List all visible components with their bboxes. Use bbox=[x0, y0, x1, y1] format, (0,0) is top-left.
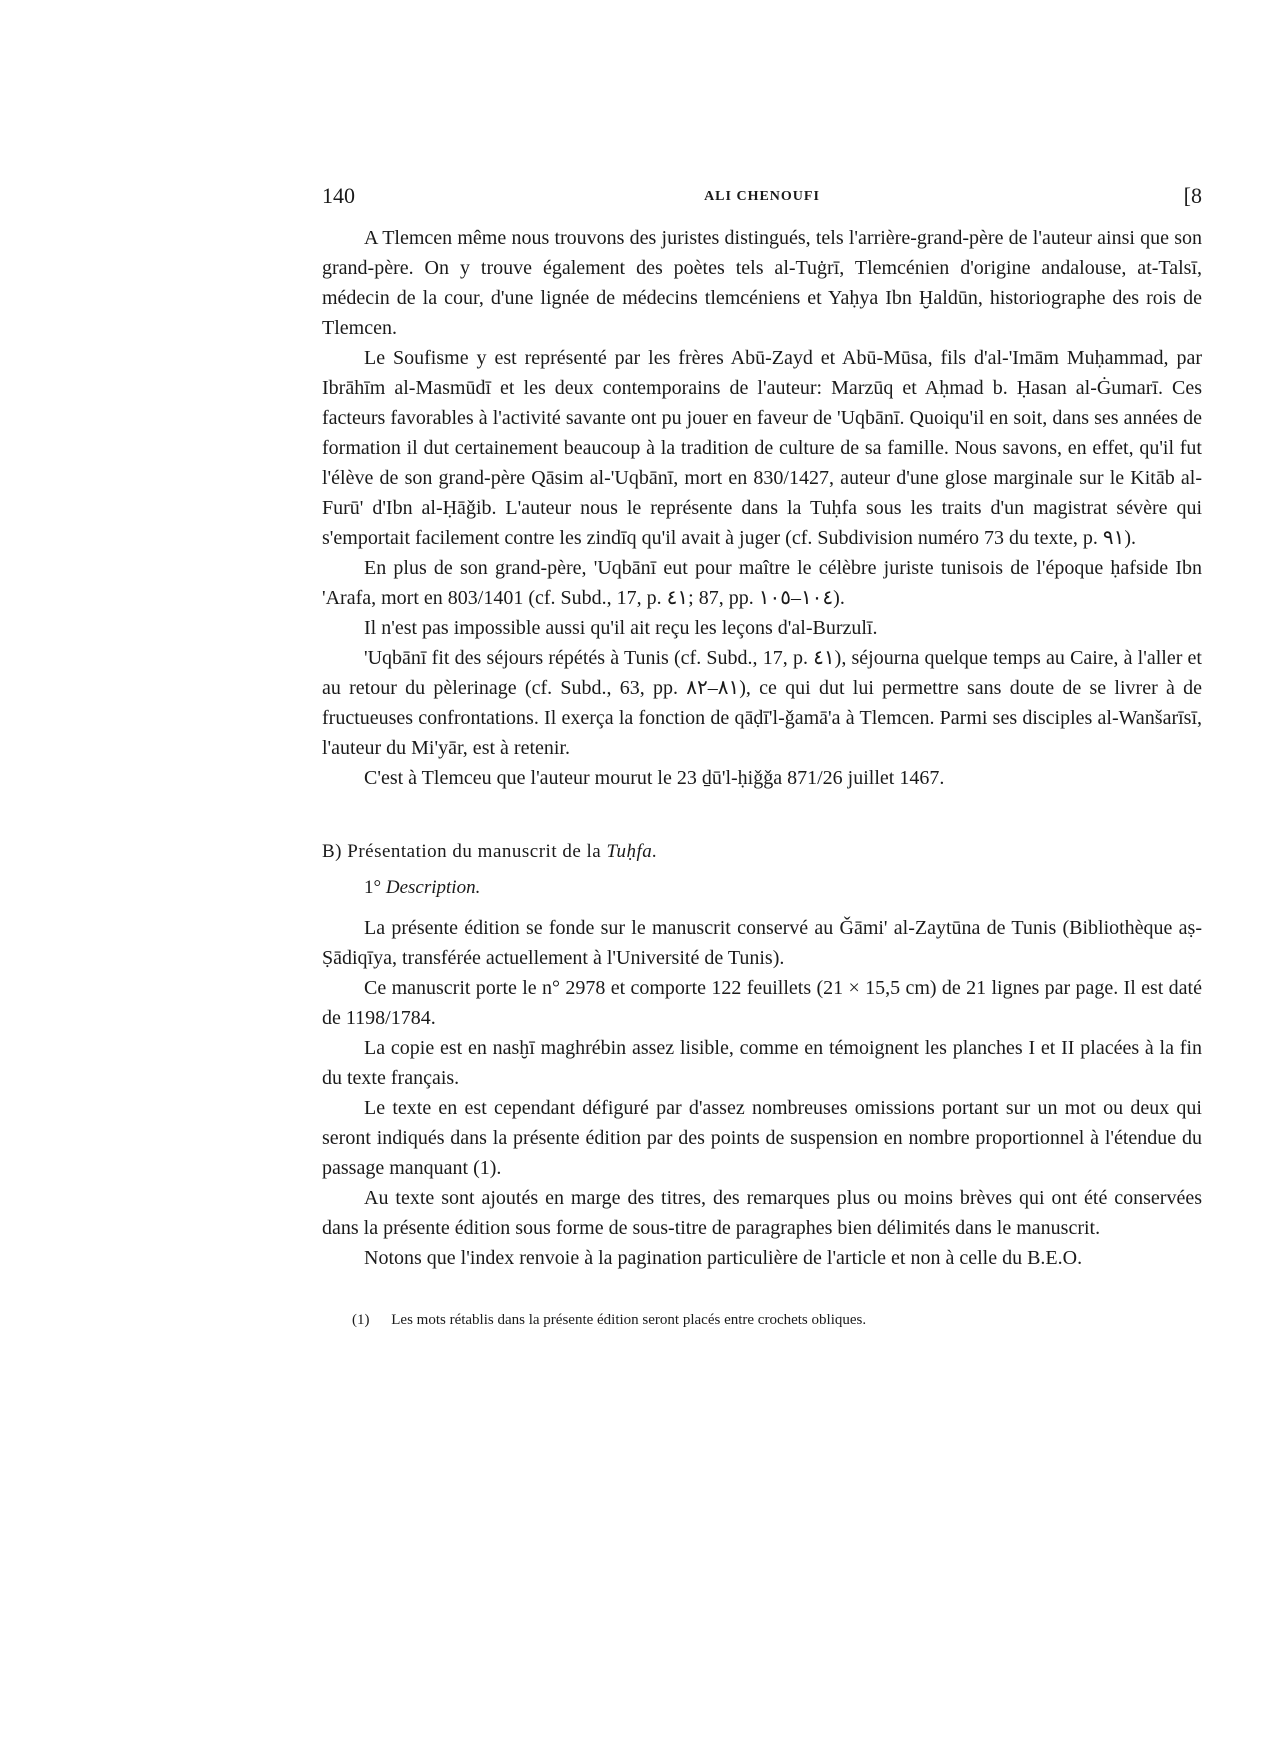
paragraph: Il n'est pas impossible aussi qu'il ait reçu les leçons d'al-Burzulī. bbox=[364, 617, 878, 639]
document-page bbox=[322, 183, 1202, 1331]
section-heading-text: B) Présentation du manuscrit de la bbox=[322, 841, 602, 862]
subheading-text: Description. bbox=[385, 877, 481, 898]
paragraph: Le texte en est cependant défiguré par d'assez nombreuses omissions portant sur un mot ou deux qui seront indiqués dans la présente édition par des points de suspension en nombre proportionnel à l'étendue du passage manquant (1). bbox=[322, 1097, 1202, 1179]
paragraph: A Tlemcen même nous trouvons des juristes distingués, tels l'arrière-grand-père de l'auteur ainsi que son grand-père. On y trouve également des poètes tels al-Tuġrī, Tlemcénien d'origine andalouse, at-Talsī, médecin de la cour, d'une lignée de médecins tlemcéniens et Yaḥya Ibn Ḫaldūn, historiographe des rois de Tlemcen. bbox=[322, 227, 1202, 339]
section-heading bbox=[322, 837, 1202, 867]
section-heading-title: Tuḥfa. bbox=[606, 841, 658, 862]
paragraph: Le Soufisme y est représenté par les frères Abū-Zayd et Abū-Mūsa, fils d'al-'Imām Muḥammad, par Ibrāhīm al-Masmūdī et les deux contemporains de l'auteur: Marzūq et Aḥmad b. Ḥasan al-Ġumarī. Ces facteurs favorables à l'activité savante ont pu jouer en faveur de 'Uqbānī. Quoiqu'il en soit, dans ses années de formation il dut certainement beaucoup à la tradition de culture de sa famille. Nous savons, en effet, qu'il fut l'élève de son grand-père Qāsim al-'Uqbānī, mort en 830/1427, auteur d'une glose marginale sur le Kitāb al-Furū' d'Ibn al-Ḥāǧib. L'auteur nous le représente dans la Tuḥfa sous les traits d'un magistrat sévère qui s'emportait facilement contre les zindīq qu'il avait à juger (cf. Subdivision numéro 73 du texte, p. ٩١). bbox=[322, 347, 1202, 549]
body-top bbox=[322, 223, 1202, 793]
subheading-number: 1° bbox=[364, 877, 382, 898]
paragraph: La copie est en nasḫī maghrébin assez lisible, comme en témoignent les planches I et II placées à la fin du texte français. bbox=[322, 1037, 1202, 1089]
paragraph: C'est à Tlemceu que l'auteur mourut le 23 ḏū'l-ḥiǧǧa 871/26 juillet 1467. bbox=[364, 767, 945, 789]
paragraph: Notons que l'index renvoie à la pagination particulière de l'article et non à celle du B.E.O. bbox=[364, 1247, 1083, 1269]
section-mark: [8 bbox=[1183, 183, 1202, 208]
footnote-text: Les mots rétablis dans la présente édition seront placés entre crochets obliques. bbox=[391, 1312, 867, 1328]
page-header bbox=[322, 183, 1202, 223]
paragraph: 'Uqbānī fit des séjours répétés à Tunis (cf. Subd., 17, p. ٤١), séjourna quelque temps au Caire, à l'aller et au retour du pèlerinage (cf. Subd., 63, pp. ٨١–٨٢), ce qui dut lui permettre sans doute de se livrer à de fructueuses confrontations. Il exerça la fonction de qāḍī'l-ǧamā'a à Tlemcen. Parmi ses disciples al-Wanšarīsī, l'auteur du Mi'yār, est à retenir. bbox=[322, 647, 1203, 759]
paragraph: Au texte sont ajoutés en marge des titres, des remarques plus ou moins brèves qui ont été conservées dans la présente édition sous forme de sous-titre de paragraphes bien délimités dans le manuscrit. bbox=[322, 1187, 1202, 1239]
paragraph: Ce manuscrit porte le n° 2978 et comporte 122 feuillets (21 × 15,5 cm) de 21 lignes par page. Il est daté de 1198/1784. bbox=[322, 977, 1202, 1029]
footnote-mark: (1) bbox=[352, 1312, 370, 1328]
body-bottom bbox=[322, 913, 1202, 1273]
footnote bbox=[352, 1309, 1202, 1331]
running-head: ALI CHENOUFI bbox=[704, 189, 820, 204]
paragraph: En plus de son grand-père, 'Uqbānī eut pour maître le célèbre juriste tunisois de l'époque ḥafside Ibn 'Arafa, mort en 803/1401 (cf. Subd., 17, p. ٤١; 87, pp. ١٠٤–١٠٥). bbox=[322, 557, 1202, 609]
page-number: 140 bbox=[322, 183, 355, 208]
subheading bbox=[364, 873, 1202, 903]
paragraph: La présente édition se fonde sur le manuscrit conservé au Ǧāmi' al-Zaytūna de Tunis (Bibliothèque aṣ-Ṣādiqīya, transférée actuellement à l'Université de Tunis). bbox=[322, 917, 1202, 969]
